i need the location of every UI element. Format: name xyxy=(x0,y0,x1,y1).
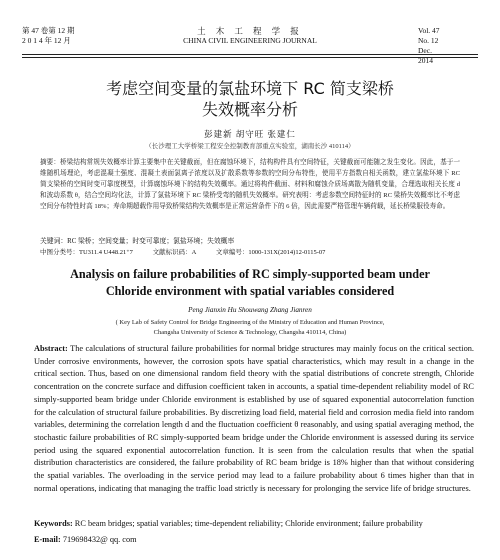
title-cn-line1: 考虑空间变量的氯盐环境下 RC 简支梁桥 xyxy=(106,79,394,98)
header-right xyxy=(418,26,478,66)
authors-cn: 彭建新 胡守旺 张建仁 xyxy=(204,129,296,139)
header-rule-thick xyxy=(22,54,478,55)
journal-header xyxy=(22,26,478,65)
affiliation-cn: （长沙理工大学桥梁工程安全控制教育部重点实验室，湖南长沙 410114） xyxy=(145,143,355,150)
issue-label: No. 12 xyxy=(418,36,439,45)
header-rule-thin xyxy=(22,57,478,58)
article-number: 文章编号：1000-131X(2014)12-0115-07 xyxy=(215,249,326,256)
keywords-en-label: Keywords: xyxy=(34,519,73,528)
title-cn-line2: 失效概率分析 xyxy=(201,100,298,119)
month-label: Dec. xyxy=(418,46,432,55)
keywords-cn: 关键词：RC 梁桥；空间变量；时变可靠度；氯盐环境；失效概率 xyxy=(40,238,235,245)
journal-name-en: CHINA CIVIL ENGINEERING JOURNAL xyxy=(183,36,317,45)
volume-issue-cn: 第 47 卷第 12 期 xyxy=(22,26,75,35)
volume-label: Vol. 47 xyxy=(418,26,440,35)
email-label: E-mail: xyxy=(34,535,61,544)
date-cn: 2 0 1 4 年 12 月 xyxy=(22,36,71,45)
abstract-en-text: The calculations of structural failure probabilities for normal bridge structures may mainly focus on the critical section. Under corrosive environments, however, the corrosion spots have spatial characteristics, which may result in a change in the critical section. Thus, based on one dimensional random field theory with the spatial distributions of concrete strength, Chloride concentration on the concrete surface and diffusion coefficient taken in accounts, a spatial time-dependent reliability model of RC simply-supported beam bridge under Chloride environment is established by use of squared exponential autocorrelation function for the calculation of structural failure probabilities. By discretizing load field, material field and corrosion media field into random variables, determining the correlation length d and the fluctuation coefficient θ reasonably, and using spatial averaging method, the stochastic failure probabilities of RC simply-supported beam bridge under the Chloride environment is assessed during its service period using the squared exponential autocorrelation function. It is seen from the calculation results that when the spatial distribution characteristics are considered, the failure probability of RC beam bridge is 18% higher than that without considering the spatial variables. The overloading in the service period may lead to a failure probability about 6 times higher than that in normal operations, indicating that managing the traffic load strictly is necessary for prolonging the service life of bridge structures. xyxy=(34,344,474,493)
abstract-en-label: Abstract: xyxy=(34,344,68,353)
author-email xyxy=(34,535,137,544)
title-en-line1: Analysis on failure probabilities of RC simply-supported beam under xyxy=(70,267,430,281)
affiliation-en-line2: Changsha University of Science & Technology, Changsha 410114, China) xyxy=(153,329,347,336)
journal-name-cn: 土 木 工 程 学 报 xyxy=(197,26,303,36)
affiliation-en xyxy=(0,318,500,338)
abstract-cn: 摘要：桥梁结构常规失效概率计算主要集中在关键截面，但在腐蚀环境下，结构构件具有空间特征，关键截面可能随之发生变化。因此，基于一维随机场理论，考虑混凝土强度、混凝土表面氯离子浓度以及扩散系数等参数的空间分布特性，使用平方指数自相关函数，建立氯盐环境下 RC 简支梁桥的空间时变可靠度模型，计算腐蚀环境下的结构失效概率。通过将构件截面、材料和腐蚀介质场离散为随机变量，合理选取相关长度 d 和波动系数 θ，结合空间均化法，计算了氯盐环境下 RC 梁桥受弯的随机失效概率。研究表明：考虑参数空间特征时的 RC 梁桥失效概率比不考虑空间分布特性时高 18%；寿命期超载作用导致桥梁结构失效概率是正常运营条件下的 6 倍，因此需要严格管理车辆荷载，延长桥梁服役寿命。 xyxy=(40,159,460,210)
affiliation-en-line1: ( Key Lab of Safety Control for Bridge Engineering of the Ministry of Education and Human Province, xyxy=(115,319,385,326)
authors-en: Peng Jianxin Hu Shouwang Zhang Jianren xyxy=(188,306,312,314)
year-label: 2014 xyxy=(418,56,433,65)
classification-cn xyxy=(40,247,460,256)
title-en-line2: Chloride environment with spatial variables considered xyxy=(105,284,395,298)
title-cn xyxy=(0,78,500,120)
title-en xyxy=(0,266,500,300)
email-address[interactable]: 719698432@ qq. com xyxy=(62,535,137,544)
keywords-en xyxy=(34,519,474,528)
keywords-en-text: RC beam bridges; spatial variables; time-dependent reliability; Chloride environment; failure probability xyxy=(74,519,423,528)
abstract-en xyxy=(34,343,474,495)
clc-number: 中图分类号：TU311.4 U448.21⁺7 xyxy=(40,249,133,256)
header-center xyxy=(22,26,478,46)
document-code: 文献标识码：A xyxy=(152,249,197,256)
